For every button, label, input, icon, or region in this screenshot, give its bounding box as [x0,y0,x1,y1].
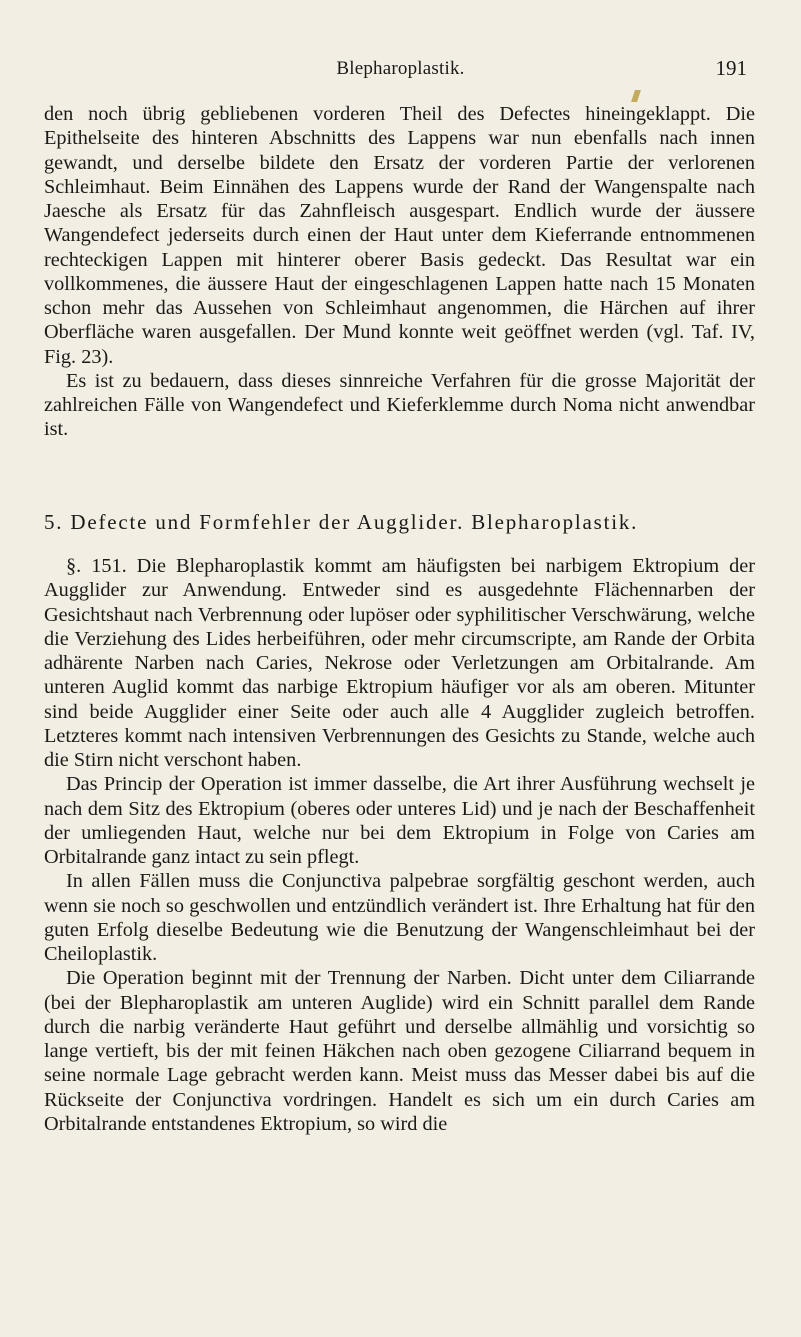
section-paragraph-3: In allen Fällen muss die Conjunctiva palpebrae sorgfältig geschont werden, auch wenn sie noch so geschwollen und entzündlich verändert ist. Ihre Erhaltung hat für den guten Erfolg dieselbe Bedeutung wie die Benutzung der Wangenschleimhaut bei der Cheiloplastik. [44,870,755,965]
section-paragraph-1: §. 151. Die Blepharoplastik kommt am häufigsten bei narbigem Ektropium der Augglider zur Anwendung. Entweder sind es ausgedehnte Flächennarben der Gesichtshaut nach Verbrennung oder lupöser oder syphilitischer Verschwärung, welche die Verziehung des Lides herbeiführen, oder mehr circumscripte, am Rande der Orbita adhärente Narben nach Caries, Nekrose oder Verletzungen am Orbitalrande. Am unteren Auglid kommt das narbige Ektropium häufiger vor als am oberen. Mitunter sind beide Augglider einer Seite oder auch alle 4 Augglider zugleich betroffen. Letzteres kommt nach intensiven Verbrennungen des Gesichts zu Stande, welche auch die Stirn nicht verschont haben. [44,555,755,771]
section-text [44,554,755,1136]
section-paragraph-2: Das Princip der Operation ist immer dasselbe, die Art ihrer Ausführung wechselt je nach dem Sitz des Ektropium (oberes oder unteres Lid) und je nach der Beschaffenheit der umliegenden Haut, welche nur bei dem Ektropium in Folge von Caries am Orbitalrande ganz intact zu sein pflegt. [44,773,755,868]
section-paragraph-4: Die Operation beginnt mit der Trennung der Narben. Dicht unter dem Ciliarrande (bei der Blepharoplastik am unteren Auglide) wird ein Schnitt parallel dem Rande durch die narbig veränderte Haut geführt und derselbe allmählig und vorsichtig so lange vertieft, bis der mit feinen Häkchen nach oben gezogene Ciliarrand bequem in seine normale Lage gebracht werden kann. Meist muss das Messer dabei bis auf die Rückseite der Conjunctiva vordringen. Handelt es sich um ein durch Caries am Orbitalrande entstandenes Ektropium, so wird die [44,967,755,1135]
running-head [0,56,801,82]
intro-text [44,102,755,442]
intro-paragraph-2: Es ist zu bedauern, dass dieses sinnreiche Verfahren für die grosse Majorität der zahlreichen Fälle von Wangendefect und Kieferklemme durch Noma nicht anwendbar ist. [44,369,755,441]
ink-mark [631,90,641,102]
intro-paragraph-1: den noch übrig gebliebenen vorderen Theil des Defectes hineingeklappt. Die Epithelseite des hinteren Abschnitts des Lappens war nun ebenfalls nach innen gewandt, und derselbe bildete den Ersatz der vorderen Partie der verlorenen Schleimhaut. Beim Einnähen des Lappens wurde der Rand der Wangenspalte nach Jaesche als Ersatz für das Zahnfleisch ausgespart. Endlich wurde der äussere Wangendefect jederseits durch einen der Haut unter dem Kieferrande entnommenen rechteckigen Lappen mit hinterer oberer Basis gedeckt. Das Resultat war ein vollkommenes, die äussere Haut der eingeschlagenen Lappen hatte nach 15 Monaten schon mehr das Aussehen von Schleimhaut angenommen, die Härchen auf ihrer Oberfläche waren ausgefallen. Der Mund konnte weit geöffnet werden (vgl. Taf. IV, Fig. 23). [44,103,755,368]
page-number: 191 [715,56,747,80]
running-title: Blepharoplastik. [336,58,465,79]
section-heading: 5. Defecte und Formfehler der Augglider. Blepharoplastik. [44,510,639,534]
